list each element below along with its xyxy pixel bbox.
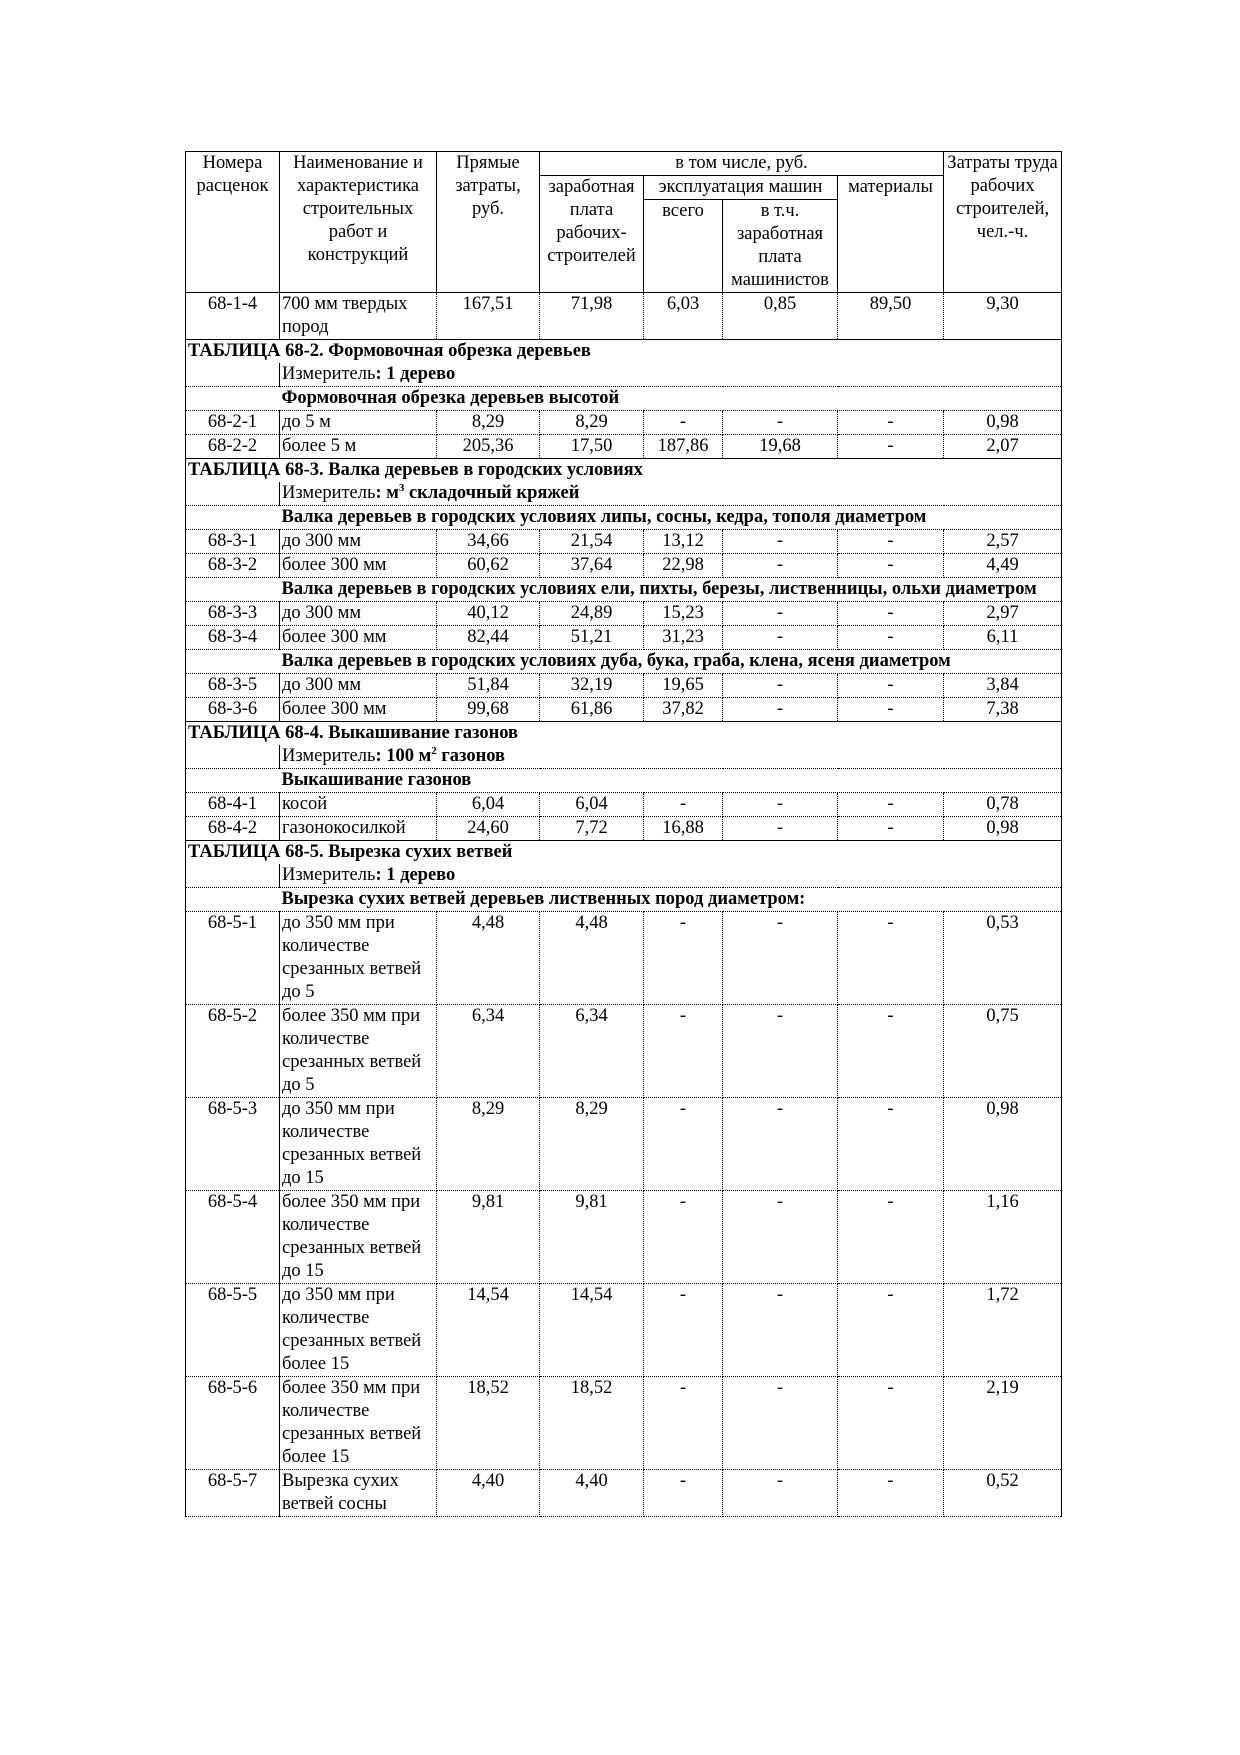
header-direct: Прямые затраты, руб. bbox=[437, 152, 540, 293]
cell-mach: - bbox=[644, 1284, 723, 1377]
cell-wage: 8,29 bbox=[540, 411, 644, 435]
cell-direct: 6,04 bbox=[437, 793, 540, 817]
meter-spacer bbox=[186, 864, 280, 888]
cell-mat: 89,50 bbox=[838, 293, 944, 340]
table-row bbox=[186, 674, 1062, 698]
cell-mat: - bbox=[838, 1005, 944, 1098]
cell-mach: 19,65 bbox=[644, 674, 723, 698]
cell-code: 68-5-7 bbox=[186, 1470, 280, 1517]
cell-name: до 350 мм при количестве срезанных ветвей до 5 bbox=[280, 912, 437, 1005]
group-spacer bbox=[186, 506, 280, 530]
meter-value-post: газонов bbox=[436, 746, 506, 766]
cell-mwage: - bbox=[723, 817, 838, 841]
cell-code: 68-1-4 bbox=[186, 293, 280, 340]
table-row bbox=[186, 1005, 1062, 1098]
cell-labor: 0,98 bbox=[944, 411, 1062, 435]
cell-wage: 32,19 bbox=[540, 674, 644, 698]
header-machines-total: всего bbox=[644, 200, 723, 293]
cell-wage: 4,48 bbox=[540, 912, 644, 1005]
cell-code: 68-2-1 bbox=[186, 411, 280, 435]
meter-value bbox=[375, 483, 579, 503]
cell-name: Вырезка сухих ветвей сосны bbox=[280, 1470, 437, 1517]
cell-mwage: - bbox=[723, 411, 838, 435]
cell-code: 68-3-2 bbox=[186, 554, 280, 578]
cell-mwage: - bbox=[723, 674, 838, 698]
cell-mat: - bbox=[838, 530, 944, 554]
cell-direct: 167,51 bbox=[437, 293, 540, 340]
cell-mwage: - bbox=[723, 602, 838, 626]
section-title: ТАБЛИЦА 68-4. Выкашивание газонов bbox=[186, 722, 1062, 746]
group-spacer bbox=[186, 769, 280, 793]
cell-name: более 350 мм при количестве срезанных ветвей более 15 bbox=[280, 1377, 437, 1470]
cell-mach: 31,23 bbox=[644, 626, 723, 650]
cell-labor: 0,75 bbox=[944, 1005, 1062, 1098]
cell-code: 68-2-2 bbox=[186, 435, 280, 459]
meter-spacer bbox=[186, 745, 280, 769]
table-row bbox=[186, 435, 1062, 459]
cell-labor: 6,11 bbox=[944, 626, 1062, 650]
cell-mwage: 19,68 bbox=[723, 435, 838, 459]
cell-mat: - bbox=[838, 1470, 944, 1517]
cell-labor: 2,57 bbox=[944, 530, 1062, 554]
group-row bbox=[186, 769, 1062, 793]
meter-text bbox=[280, 363, 1062, 387]
cell-wage: 7,72 bbox=[540, 817, 644, 841]
meter-spacer bbox=[186, 482, 280, 506]
table-row bbox=[186, 793, 1062, 817]
meter-row bbox=[186, 482, 1062, 506]
cell-direct: 6,34 bbox=[437, 1005, 540, 1098]
cell-name: до 300 мм bbox=[280, 674, 437, 698]
cell-mach: 13,12 bbox=[644, 530, 723, 554]
table-row bbox=[186, 530, 1062, 554]
meter-value-sup: 3 bbox=[398, 482, 405, 494]
cell-mat: - bbox=[838, 1098, 944, 1191]
header-code: Номера расценок bbox=[186, 152, 280, 293]
cell-mat: - bbox=[838, 817, 944, 841]
cell-code: 68-3-5 bbox=[186, 674, 280, 698]
meter-value: : 1 дерево bbox=[375, 865, 456, 885]
cell-mach: - bbox=[644, 793, 723, 817]
table-header bbox=[186, 152, 1062, 293]
table-row bbox=[186, 1284, 1062, 1377]
cell-mach: - bbox=[644, 1470, 723, 1517]
meter-spacer bbox=[186, 363, 280, 387]
meter-value-post: складочный кряжей bbox=[404, 483, 580, 503]
cell-mwage: - bbox=[723, 793, 838, 817]
meter-row bbox=[186, 363, 1062, 387]
section-title: ТАБЛИЦА 68-5. Вырезка сухих ветвей bbox=[186, 841, 1062, 865]
table-row bbox=[186, 698, 1062, 722]
cell-mach: 187,86 bbox=[644, 435, 723, 459]
cell-mwage: - bbox=[723, 912, 838, 1005]
cell-labor: 4,49 bbox=[944, 554, 1062, 578]
cell-labor: 1,16 bbox=[944, 1191, 1062, 1284]
cell-labor: 2,07 bbox=[944, 435, 1062, 459]
cell-mwage: - bbox=[723, 554, 838, 578]
cell-name: до 350 мм при количестве срезанных ветвей более 15 bbox=[280, 1284, 437, 1377]
cell-mach: - bbox=[644, 912, 723, 1005]
cell-wage: 14,54 bbox=[540, 1284, 644, 1377]
cell-name: 700 мм твердых пород bbox=[280, 293, 437, 340]
cell-mat: - bbox=[838, 1191, 944, 1284]
cell-labor: 0,52 bbox=[944, 1470, 1062, 1517]
cell-mach: 22,98 bbox=[644, 554, 723, 578]
table-row bbox=[186, 293, 1062, 340]
table-title-row bbox=[186, 340, 1062, 364]
group-spacer bbox=[186, 888, 280, 912]
cell-wage: 6,04 bbox=[540, 793, 644, 817]
cell-labor: 0,53 bbox=[944, 912, 1062, 1005]
cell-mat: - bbox=[838, 698, 944, 722]
cell-code: 68-4-1 bbox=[186, 793, 280, 817]
cell-mwage: - bbox=[723, 1284, 838, 1377]
cell-name: до 5 м bbox=[280, 411, 437, 435]
cell-mwage: - bbox=[723, 1470, 838, 1517]
cell-wage: 8,29 bbox=[540, 1098, 644, 1191]
meter-value-pre: : 100 м bbox=[375, 746, 432, 766]
meter-row bbox=[186, 864, 1062, 888]
cell-wage: 18,52 bbox=[540, 1377, 644, 1470]
cell-code: 68-3-1 bbox=[186, 530, 280, 554]
cell-wage: 61,86 bbox=[540, 698, 644, 722]
cell-mat: - bbox=[838, 674, 944, 698]
cell-mach: - bbox=[644, 1191, 723, 1284]
header-machines: эксплуатация машин bbox=[644, 176, 838, 200]
table-row bbox=[186, 1377, 1062, 1470]
cell-mach: 6,03 bbox=[644, 293, 723, 340]
cell-code: 68-5-3 bbox=[186, 1098, 280, 1191]
cell-direct: 18,52 bbox=[437, 1377, 540, 1470]
cell-wage: 24,89 bbox=[540, 602, 644, 626]
cell-labor: 9,30 bbox=[944, 293, 1062, 340]
group-title: Валка деревьев в городских условиях липы, сосны, кедра, тополя диаметром bbox=[280, 506, 1062, 530]
header-machines-wage: в т.ч. заработная плата машинистов bbox=[723, 200, 838, 293]
cell-name: газонокосилкой bbox=[280, 817, 437, 841]
cell-labor: 0,98 bbox=[944, 1098, 1062, 1191]
cell-name: до 300 мм bbox=[280, 530, 437, 554]
cell-code: 68-5-6 bbox=[186, 1377, 280, 1470]
meter-value bbox=[375, 746, 505, 766]
cell-mat: - bbox=[838, 912, 944, 1005]
table-row bbox=[186, 626, 1062, 650]
cell-direct: 9,81 bbox=[437, 1191, 540, 1284]
cell-mat: - bbox=[838, 1377, 944, 1470]
meter-label: Измеритель bbox=[282, 483, 376, 503]
cell-direct: 34,66 bbox=[437, 530, 540, 554]
cell-code: 68-3-6 bbox=[186, 698, 280, 722]
table-title-row bbox=[186, 841, 1062, 865]
group-title: Валка деревьев в городских условиях дуба, бука, граба, клена, ясеня диаметром bbox=[280, 650, 1062, 674]
cell-mach: - bbox=[644, 1005, 723, 1098]
table-row bbox=[186, 1098, 1062, 1191]
table-title-row bbox=[186, 459, 1062, 483]
cell-code: 68-3-4 bbox=[186, 626, 280, 650]
group-row bbox=[186, 578, 1062, 602]
cell-labor: 0,78 bbox=[944, 793, 1062, 817]
table-row bbox=[186, 411, 1062, 435]
cell-mwage: - bbox=[723, 1377, 838, 1470]
cell-name: косой bbox=[280, 793, 437, 817]
cell-direct: 4,48 bbox=[437, 912, 540, 1005]
cell-labor: 2,97 bbox=[944, 602, 1062, 626]
cell-direct: 82,44 bbox=[437, 626, 540, 650]
cell-mach: 37,82 bbox=[644, 698, 723, 722]
cell-name: более 300 мм bbox=[280, 554, 437, 578]
table-row bbox=[186, 1470, 1062, 1517]
group-title: Валка деревьев в городских условиях ели, пихты, березы, лиственницы, ольхи диаметром bbox=[280, 578, 1062, 602]
cell-direct: 51,84 bbox=[437, 674, 540, 698]
header-including: в том числе, руб. bbox=[540, 152, 944, 176]
cell-mwage: 0,85 bbox=[723, 293, 838, 340]
cell-code: 68-5-1 bbox=[186, 912, 280, 1005]
cell-mach: - bbox=[644, 411, 723, 435]
cell-code: 68-5-5 bbox=[186, 1284, 280, 1377]
group-row bbox=[186, 506, 1062, 530]
header-labor: Затраты труда рабочих строителей, чел.-ч. bbox=[944, 152, 1062, 293]
cell-mach: - bbox=[644, 1377, 723, 1470]
cell-labor: 7,38 bbox=[944, 698, 1062, 722]
cell-labor: 2,19 bbox=[944, 1377, 1062, 1470]
meter-value-pre: : м bbox=[375, 483, 399, 503]
meter-text bbox=[280, 864, 1062, 888]
cell-mat: - bbox=[838, 793, 944, 817]
cell-code: 68-5-2 bbox=[186, 1005, 280, 1098]
group-row bbox=[186, 888, 1062, 912]
cell-mach: 15,23 bbox=[644, 602, 723, 626]
group-spacer bbox=[186, 650, 280, 674]
cell-code: 68-5-4 bbox=[186, 1191, 280, 1284]
cell-mwage: - bbox=[723, 1005, 838, 1098]
cell-name: более 300 мм bbox=[280, 626, 437, 650]
section-title: ТАБЛИЦА 68-3. Валка деревьев в городских условиях bbox=[186, 459, 1062, 483]
cell-direct: 8,29 bbox=[437, 1098, 540, 1191]
table-row bbox=[186, 554, 1062, 578]
group-spacer bbox=[186, 578, 280, 602]
cell-direct: 205,36 bbox=[437, 435, 540, 459]
cell-labor: 1,72 bbox=[944, 1284, 1062, 1377]
cell-direct: 40,12 bbox=[437, 602, 540, 626]
meter-value: : 1 дерево bbox=[375, 364, 456, 384]
cell-name: более 350 мм при количестве срезанных ветвей до 15 bbox=[280, 1191, 437, 1284]
header-materials: материалы bbox=[838, 176, 944, 293]
cell-code: 68-3-3 bbox=[186, 602, 280, 626]
cell-mwage: - bbox=[723, 626, 838, 650]
meter-row bbox=[186, 745, 1062, 769]
cell-mat: - bbox=[838, 626, 944, 650]
cell-direct: 24,60 bbox=[437, 817, 540, 841]
group-spacer bbox=[186, 387, 280, 411]
cell-direct: 8,29 bbox=[437, 411, 540, 435]
cell-name: до 300 мм bbox=[280, 602, 437, 626]
cell-name: более 5 м bbox=[280, 435, 437, 459]
meter-text bbox=[280, 745, 1062, 769]
cell-name: до 350 мм при количестве срезанных ветвей до 15 bbox=[280, 1098, 437, 1191]
meter-text bbox=[280, 482, 1062, 506]
cell-code: 68-4-2 bbox=[186, 817, 280, 841]
cell-wage: 17,50 bbox=[540, 435, 644, 459]
cell-direct: 99,68 bbox=[437, 698, 540, 722]
cell-mat: - bbox=[838, 602, 944, 626]
header-name: Наименование и характеристика строительных работ и конструкций bbox=[280, 152, 437, 293]
header-wage: заработная плата рабочих-строителей bbox=[540, 176, 644, 293]
cell-mat: - bbox=[838, 554, 944, 578]
group-row bbox=[186, 387, 1062, 411]
group-title: Формовочная обрезка деревьев высотой bbox=[280, 387, 1062, 411]
table-row bbox=[186, 912, 1062, 1005]
price-table bbox=[185, 151, 1062, 1517]
cell-wage: 71,98 bbox=[540, 293, 644, 340]
table-row bbox=[186, 602, 1062, 626]
cell-wage: 6,34 bbox=[540, 1005, 644, 1098]
table-title-row bbox=[186, 722, 1062, 746]
table-row bbox=[186, 817, 1062, 841]
cell-wage: 4,40 bbox=[540, 1470, 644, 1517]
cell-mwage: - bbox=[723, 1098, 838, 1191]
group-title: Выкашивание газонов bbox=[280, 769, 1062, 793]
cell-wage: 51,21 bbox=[540, 626, 644, 650]
cell-wage: 37,64 bbox=[540, 554, 644, 578]
cell-mach: 16,88 bbox=[644, 817, 723, 841]
cell-labor: 0,98 bbox=[944, 817, 1062, 841]
group-row bbox=[186, 650, 1062, 674]
table-row bbox=[186, 1191, 1062, 1284]
cell-wage: 9,81 bbox=[540, 1191, 644, 1284]
meter-label: Измеритель bbox=[282, 364, 376, 384]
cell-mwage: - bbox=[723, 1191, 838, 1284]
section-title: ТАБЛИЦА 68-2. Формовочная обрезка деревьев bbox=[186, 340, 1062, 364]
cell-mwage: - bbox=[723, 530, 838, 554]
cell-wage: 21,54 bbox=[540, 530, 644, 554]
meter-label: Измеритель bbox=[282, 865, 376, 885]
cell-direct: 14,54 bbox=[437, 1284, 540, 1377]
cell-direct: 60,62 bbox=[437, 554, 540, 578]
group-title: Вырезка сухих ветвей деревьев лиственных пород диаметром: bbox=[280, 888, 1062, 912]
cell-mat: - bbox=[838, 1284, 944, 1377]
cell-name: более 300 мм bbox=[280, 698, 437, 722]
cell-labor: 3,84 bbox=[944, 674, 1062, 698]
cell-mach: - bbox=[644, 1098, 723, 1191]
cell-mat: - bbox=[838, 435, 944, 459]
cell-mwage: - bbox=[723, 698, 838, 722]
cell-mat: - bbox=[838, 411, 944, 435]
cell-direct: 4,40 bbox=[437, 1470, 540, 1517]
meter-label: Измеритель bbox=[282, 746, 376, 766]
table-body bbox=[186, 293, 1062, 1517]
meter-value-sup: 2 bbox=[431, 745, 437, 757]
cell-name: более 350 мм при количестве срезанных ветвей до 5 bbox=[280, 1005, 437, 1098]
